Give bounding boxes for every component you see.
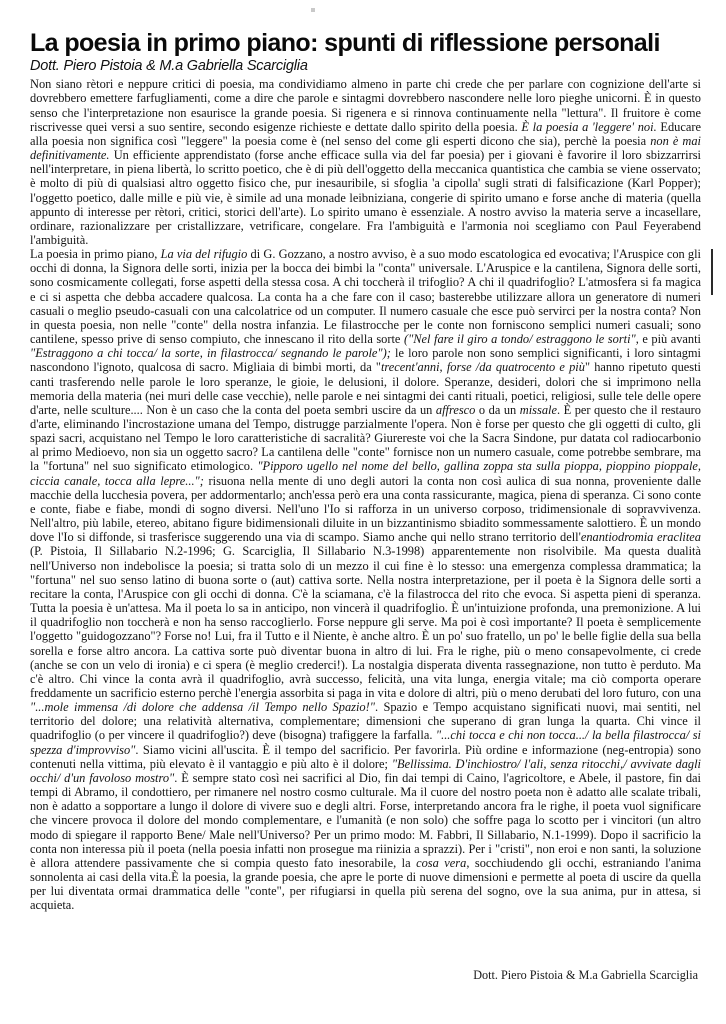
article-body	[30, 77, 701, 912]
scan-artifact-line	[711, 249, 713, 295]
byline: Dott. Piero Pistoia & M.a Gabriella Scarciglia	[30, 58, 308, 75]
scan-artifact-speck	[311, 8, 315, 12]
paragraph: Non siano rètori e neppure critici di poesia, ma condividiamo almeno in parte chi crede che per parlare con cognizione dell'arte si dovrebbero emettere farfugliamenti, come a dire che parole e sintagmi dovrebbero nascondere nelle loro pieghe unicorni. È in questo senso che l'interpretazione non esaurisce la grande poesia. Si rigenera e si rinnova continuamente nella "lettura". Il fruitore è come riscrivesse quei versi a suo sentire, secondo esigenze richieste e dettate dallo spirito della poesia. È la poesia a 'leggere' noi. Educare alla poesia non significa così "leggere" la poesia come è (nel senso del come gli esperti dicono che sia), perchè la poesia non è mai definitivamente. Un efficiente apprendistato (forse anche efficace sulla via del far poesia) per i giovani è favorire il loro sbizzarrirsi nell'interpretare, in piena libertà, lo scritto poetico, che è di più dell'oggetto della meccanica quantistica che cambia se viene osservato; è molto di più di qualsiasi altro oggetto fisico che, pur inesauribile, si sfoglia 'a cipolla' sugli strati di falsificazione (Karl Popper); l'oggetto poetico, dalle mille e più vie, è simile ad una monade leibniziana, congerie di spirito umano e forse anche di materia (quella appunto di interesse per rètori, critici, storici dell'arte). Lo spirito umano è essenziale. A nostro avviso la materia serve a incasellare, ordinare, razionalizzare per cristallizzare, vetrificare, congelare. Fra l'ambiguità e l'armonia noi scegliamo con Paul Feyerabend l'ambiguità.	[30, 77, 701, 247]
signature: Dott. Piero Pistoia & M.a Gabriella Scarciglia	[473, 968, 698, 982]
paragraph: La poesia in primo piano, La via del rifugio di G. Gozzano, a nostro avviso, è a suo modo escatologica ed evocativa; l'Aruspice con gli occhi di donna, la Signora delle sorti, inizia per la bocca dei bimbi la "conta" universale. L'Aruspice e la cantilena, Signora delle sorti, sono cosmicamente collegati, forse aspetti della stessa cosa. A chi toccherà il trifoglio? A chi il quadrifoglio? L'atmosfera si fa magica e ci si aspetta che debba accadere qualcosa. La conta ha a che fare con il caso; basterebbe utilizzare allora un generatore di numeri casuali o meglio pseudo-casuali con una calcolatrice od un computer. Il numero casuale che esce può servirci per la nostra conta? Non in questa poesia, non nelle "conte" della nostra infanzia. Le filastrocche per le conte non forniscono semplici numeri casuali; sono cantilene, spesso prive di senso compiuto, che innescano il rito della sorte ("Nel fare il giro a tondo/ estraggono le sorti", e più avanti "Estraggono a chi tocca/ la sorte, in filastrocca/ segnando le parole"); le loro parole non sono semplici significanti, i loro sintagmi nascondono l'ignoto, qualcosa di sacro. Migliaia di bimbi morti, da "trecent'anni, forse /da quatrocento e più" hanno ripetuto questi canti trasferendo nelle parole le loro speranze, le gioie, le delusioni, il dolore. Speranze, desideri, dolori che si imprimono nella memoria della materia (nei muri delle case vecchie), nelle parole e nei sintagmi dei canti rituali, poetici, religiosi, sulle tele delle opere d'arte, nelle sculture.... Non è un caso che la conta del poeta sembri uscire da un affresco o da un missale. È per questo che il restauro d'arte, eliminando l'incrostazione umana del Tempo, distrugge parzialmente l'opera. Non è forse per questo che gli oggetti di culto, gli spazi sacri, acquistano nel Tempo le loro caratteristiche di sacralità? Giurereste voi che la Sacra Sindone, pur datata col radiocarbonio al primo Medioevo, non sia un oggetto sacro? La cantilena delle "conte" fornisce non un numero casuale, come potrebbe sembrare, ma la "fortuna" nel suo significato etimologico. "Pipporo ugello nel nome del bello, gallina zoppa sta sulla pioppa, pioppino pioppale, ciccia canale, tocca alla lepre..."; risuona nella mente di uno degli autori la conta non così aulica di sua nonna, proveniente dalle macchie della lucchesia povera, per addormentarlo; anch'essa però era una conta rassicurante, magica, piena di speranza. Ci sono conte e conte, fiabe e fiabe, mondi di sogno diversi. Nell'uno l'Io si rafforza in un universo corposo, tridimensionale di sopravvivenza. Nell'altro, più labile, etereo, abitano figure bidimensionali diluite in un bizzantinismo sbiadito sommessamente salottiero. È un mondo dove l'Io si diffonde, si trasferisce suggerendo una via di scampo. Siamo anche qui nello strano territorio dell'enantiodromia eraclitea (P. Pistoia, Il Sillabario N.2-1996; G. Scarciglia, Il Sillabario N.3-1998) apparentemente non risolvibile. Ma questa dualità nell'Universo non indebolisce la poesia; si tratta solo di un mezzo il cui fine è lo stesso: una emergenza complessa drammatica; la "fortuna" nel suo senso latino di buona sorte o (aut) cattiva sorte. Nella nostra interpretazione, per il poeta è la Signora delle sorti a recitare la conta, l'Aruspice con gli occhi di donna. C'è la sciamana, c'è la filastrocca del rito che evoca. Si aspetta pieni di speranza. Tutta la poesia è un'attesa. Ma il poeta lo sa in anticipo, non vincerà il quadrifoglio. È un'intuizione profonda, una premonizione. A lui il quadrifoglio non toccherà e non ha senso raccoglierlo. Forse neppure gli serve. Ma poi è così importante? Il poeta è semplicemente l'oggetto "guidogozzano"? Forse no! Lui, fra il Tutto e il Niente, è anche altro. È un po' suo fratello, un po' le belle figlie della sua bella sorella e forse altro ancora. La cattiva sorte può diventar buona in altro di lui. Fra le righe, più o meno consapevolmente, ci crede (anche se con un velo di ironia) e ci spera (è meglio crederci!). La nostalgia disperata diventa rassegnazione, non tutto è perduto. Ma c'è altro. Chi vince la conta avrà il quadrifoglio, avrà successo, felicità, una vita lunga, energia vitale; ma ciò comporta operare freddamente un sacrificio esterno perchè l'energia assorbita si paga in vita e dolore di altri, più o meno derubati del loro futuro, con una "...mole immensa /di dolore che addensa /il Tempo nello Spazio!". Spazio e Tempo acquistano significati nuovi, mai sentiti, nel territorio del dolore; una relatività alternativa, complementare; dimensioni che superano di gran lunga la quarta. Chi vince il quadrifoglio (o per vincere il quadrifoglio?) deve (bisogna) trafiggere la farfalla. "...chi tocca e chi non tocca.../ la bella filastrocca/ si spezza d'improvviso". Siamo vicini all'uscita. È il tempo del sacrificio. Per favorirla. Più ordine e informazione (neg-entropia) sono contenuti nella vittima, più elevato è il vantaggio e più alto è il dolore; "Bellissima. D'inchiostro/ l'ali, senza ritocchi,/ avvivate dagli occhi/ d'un favoloso mostro". È sempre stato così nei sacrifici al Dio, fin dai tempi di Caino, l'agricoltore, e Abele, il pastore, fin dai tempi di Abramo, il condottiero, per rimanere nel nostro cosmo culturale. Ma il cuore del nostro poeta non è adatto alle scalate tribali, non è adatto a sopportare a lungo il dolore di vivere suo e degli altri. Forse, interpretando ancora fra le righe, il poeta vuol significare che vincere provoca il dolore del mondo complementare, e l'umanità (e non solo) che soffre paga lo scotto per i vincitori (un altro modo di spiegare il rapporto Bene/ Male nell'Universo? Per un primo modo: M. Fabbri, Il Sillabario, N.1-1999). Dopo il sacrificio la conta non interessa più il poeta (nella poesia infatti non prosegue ma riinizia a sprazzi). Per i "cristi", non eroi e non santi, la soluzione è allora attendere passivamente che si compia questo fato inesorabile, la cosa vera, socchiudendo gli occhi, estraniando l'anima sonnolenta ai casi della vita.È la poesia, la grande poesia, che apre le porte di nuove dimensioni e permette al poeta di uscire da quella per lui diventata ormai drammatica delle "conte", per rifugiarsi in quella più serena del sogno, ove la sua anima, pur in attesa, si acquieta.	[30, 247, 702, 913]
page-title: La poesia in primo piano: spunti di riflessione personali	[30, 29, 660, 57]
